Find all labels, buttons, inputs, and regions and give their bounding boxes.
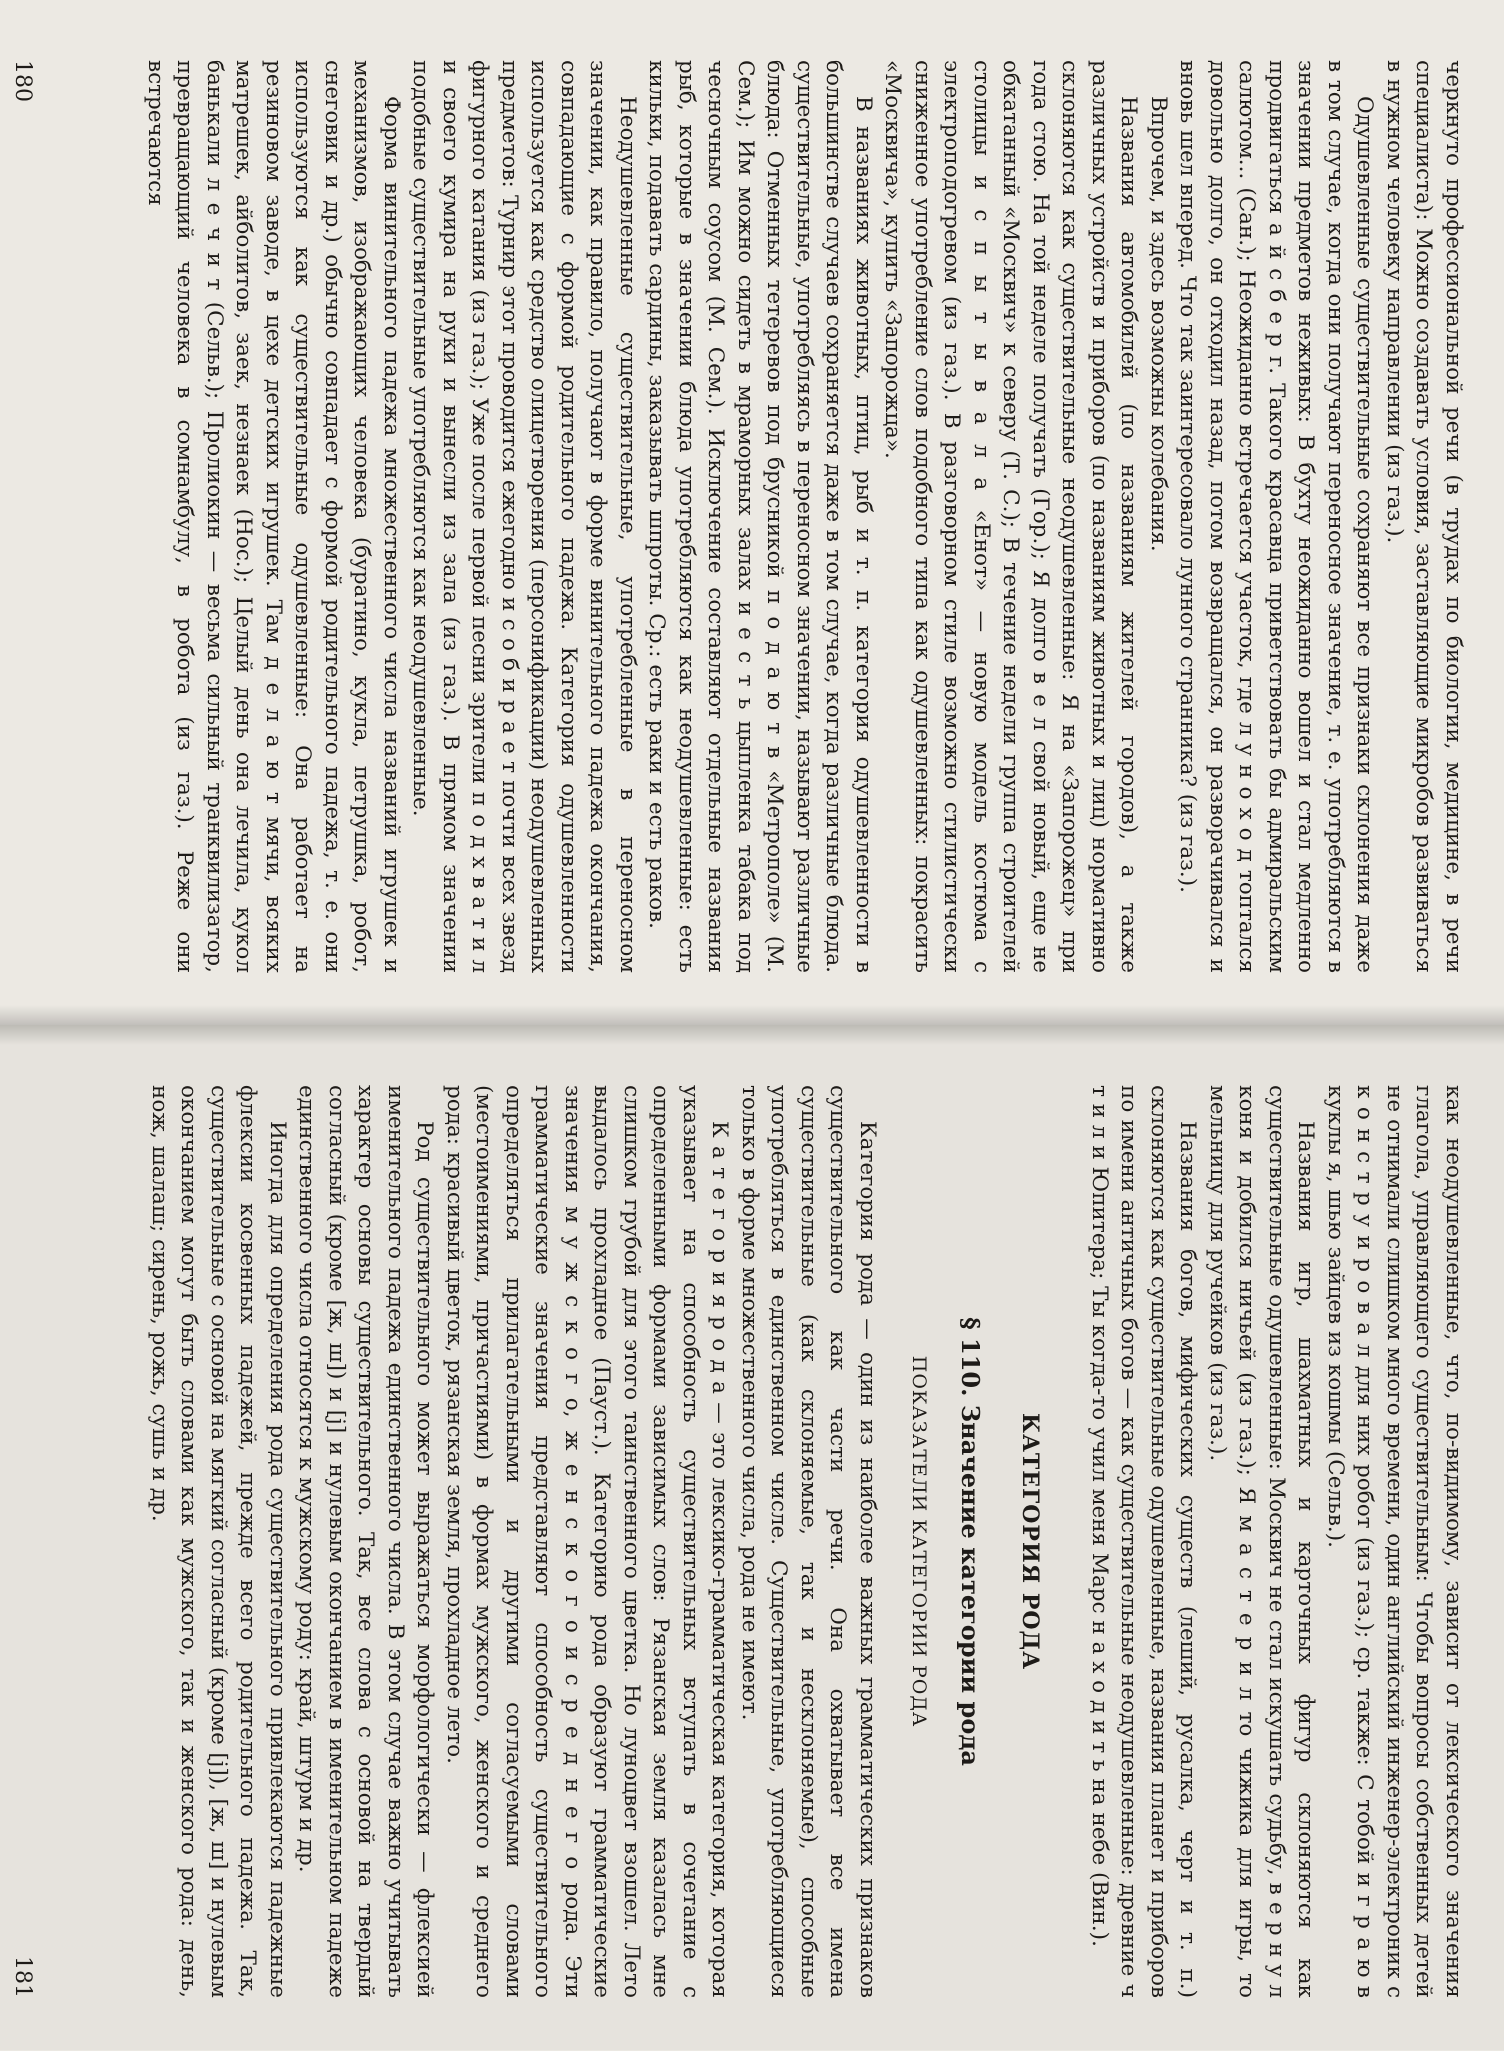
right-paragraph: Названия богов, мифических существ (леший, русалка, черт и т. п.) склоняются как существительные одушевленные, названия планет и приборов по имени античных богов — как существительные неодушевленные: древние ч т и л и Юпитера; Ты когда-то учил меня Марс н а х о д и т ь на небе (Вин.). [1087,1085,1201,1998]
left-paragraph: Неодушевленные существительные, употребленные в переносном значении, как правило, получают в форме винительного падежа окончания, совпадающие с формой родительного падежа. Категория одушевленности используется как средство олицетворения (персонификации) неодушевленных предметов: Турнир этот проводится ежегодно и с о б и р а е т почти всех звезд фигурного катания (из газ.); Уже после первой песни зрители п о д х в а т и л и своего кумира на руки и вынесли из зала (из газ.). В прямом значении подобные существительные употребляются как неодушевленные. [408,60,640,973]
right-paragraph: как неодушевленные, что, по-видимому, зависит от лексического значения глагола, управляющего существительным: Чтобы вопросы собственных детей не отнимали слишком много времени, один английский инженер-электроник с к о н с т р у и р о в а л для них робот (из газ.); ср. также: С тобой и г р а ю в куклы я, шью зайцев из кошмы (Сельв.). [1323,1085,1466,1998]
left-paragraph: Названия автомобилей (по названиям жителей городов), а также различных устройств и приборов (по названиям животных и лиц) нормативно склоняются как существительные неодушевленные: Я на «Запорожец» при года стою. На той неделе получать (Гор.); Я долго в е л свой новый, еще не обкатанный «Москвич» к северу (Т. С.); В течение недели группа строителей столицы и с п ы т ы в а л а «Енот» — новую модель костюма с электроподогревом (из газ.). В разговорном стиле возможно стилистически сниженное употребление слов подобного типа как одушевленных: покрасить «Москвичa», купить «Запорожца». [880,60,1142,973]
left-paragraph: Одушевленные существительные сохраняют все признаки склонения даже в том случае, когда они получают переносное значение, т. е. употребляются в значении предметов неживых: В бухту неожиданно вошел и стал медленно продвигаться а й с б е р г. Такого красавца приветствовать бы адмиральским салютом... (Сан.); Неожиданно встречается участок, где л у н о х о д топтался довольно долго, он отходил назад, потом возвращался, он разворачивался и вновь шел вперед. Что так заинтересовало лунного странника? (из газ.). [1175,60,1378,973]
right-paragraph: Названия игр, шахматных и карточных фигур склоняются как существительные одушевленные: Москвич не стал искушать судьбу, в е р н у л коня и добился ничьей (из газ.); Я м а с т е р и л то чижика для игры, то мельницу для ручейков (из газ.). [1205,1085,1319,1998]
right-page-number: 181 [10,1956,36,1998]
right-paragraph: К а т е г о р и я р о д а — это лексико-грамматическая категория, которая указывает на способность существительных вступать в сочетание с определенными формами зависимых слов: Рязанская земля казалась мне слишком грубой для этого таинственного цветка. Но луноцвет взошел. Лето выдалось прохладное (Пауст.). Категорию рода образуют грамматические значения м у ж с к о г о, ж е н с к о г о и с р е д н е г о рода. Эти грамматические значения представляют способность существительного определяться прилагательными и другими согласуемыми словами (местоимениями, причастиями) в формах мужского, женского и среднего рода: красивый цветок, рязанская земля, прохладное лето. [442,1085,733,1998]
left-paragraph: Впрочем, и здесь возможны колебания. [1146,96,1171,552]
left-page [0,0,1504,1025]
left-paragraph: Форма винительного падежа множественного числа названий игрушек и механизмов, изображающих человека (буратино, кукла, петрушка, робот, снеговик и др.) обычно совпадает с формой родительного падежа, т. е. они используются как существительные одушевленные: Она работает на резиновом заводе, в цехе детских игрушек. Там д е л а ю т мячи, всяких матрешек, айболитов, заек, незнаек (Нос.); Целый день она лечила, кукол банькали л е ч и т (Сельв.); Пролиокин — весьма сильный транквилизатор, превращающий человека в сомнамбулу, в робота (из газ.). Реже они встречаются [143,60,404,973]
right-paragraph: Род существительного может выражаться морфологически — флексией именительного падежа единственного числа. В этом случае важно учитывать характер основы существительного. Так, все слова с основой на твердый согласный (кроме [ж, ш]) и [j] и нулевым окончанием в именительном падеже единственного числа относятся к мужскому роду: край, штурм и др. [294,1085,438,1998]
left-page-number: 180 [10,60,36,102]
right-paragraph: Иногда для определения рода существительного привлекаются падежные флексии косвенных падежей, прежде всего родительного падежа. Так, существительные с основой на мягкий согласный (кроме [j]), [ж, ш] и нулевым окончанием могут быть словами как мужского, так и женского рода: день, нож, шалаш; сирень, рожь, сушь и др. [147,1085,290,1998]
section-title: КАТЕГОРИЯ РОДА [1017,1413,1044,1670]
right-page [0,1025,1504,2050]
left-paragraph: В названиях животных, птиц, рыб и т. п. категория одушевленности в большинстве случаев сохраняется даже в том случае, когда различные блюда. существительные, употребляясь в переносном значении, называют различные блюда: Отменных тетеревов под брусникой п о д а ю т в «Метрополе» (М. Сем.); Им можно сидеть в мраморных залах и е с т ь цыпленка табака под чесночным соусом (М. Сем.). Исключение составляют отдельные названия рыб, которые в значении блюда употребляются как неодушевленные: есть кильки, подавать сардины, заказывать шпроты. Ср.: есть раки и есть раков. [644,60,876,973]
subheading: ПОКАЗАТЕЛИ КАТЕГОРИИ РОДА [908,1355,931,1728]
paragraph-heading: § 110. Значение категории рода [956,1317,985,1766]
book-gutter [0,1005,1504,1045]
right-paragraph: Категория рода — один из наиболее важных грамматических признаков существительного как части речи. Она охватывает все имена существительные (как склоняемые, так и несклоняемые), способные употребляться в единственном числе. Существительные, употребляющиеся только в форме множественного числа, рода не имеют. [737,1085,880,1998]
left-paragraph: черкнуто профессиональной речи (в трудах по биологии, медицине, в речи специалиста): Можно создавать условия, заставляющие микробов развиваться в нужном человеку направлении (из газ.). [1382,60,1466,973]
